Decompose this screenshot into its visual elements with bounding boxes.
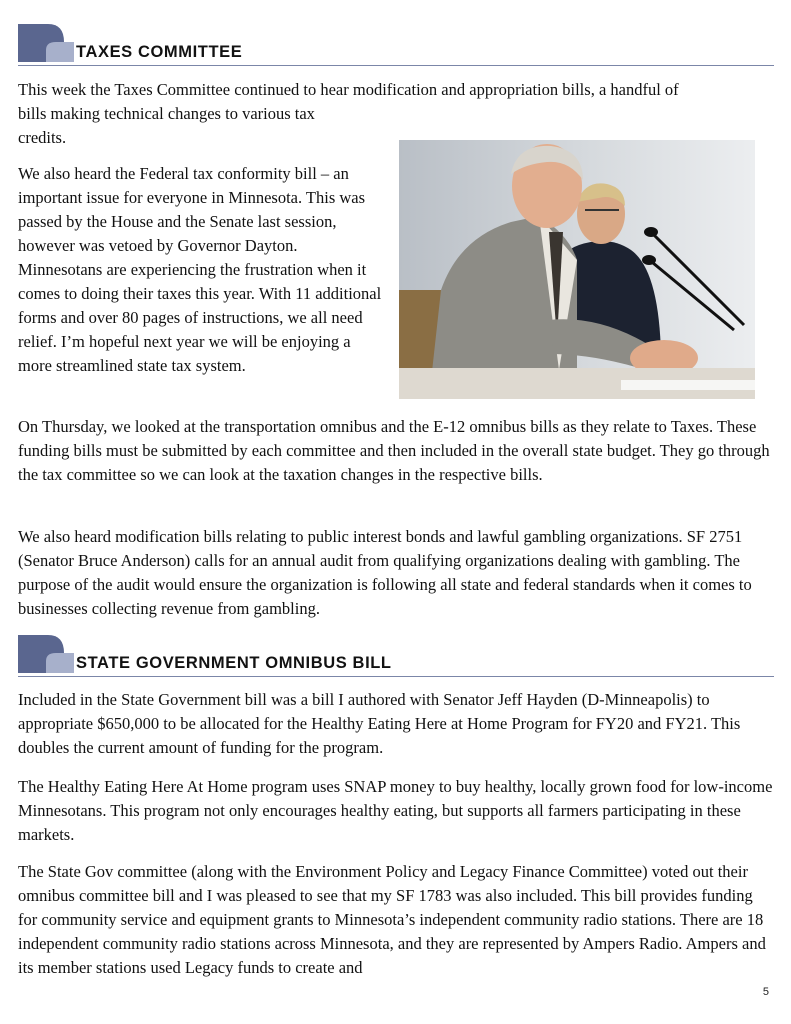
- section-divider: [18, 676, 774, 677]
- paragraph-text: The Healthy Eating Here At Home program uses SNAP money to buy healthy, locally grown food for low-income Minnesotans. This program not only encourages healthy eating, but supports all farmers participating in these markets.: [18, 777, 773, 844]
- page-number: 5: [762, 986, 769, 998]
- taxes-paragraph-4: [18, 525, 774, 621]
- text-line: This week the Taxes Committee continued to hear modification and appropriation bills, a handful of: [18, 80, 679, 99]
- state-gov-paragraph-1: [18, 688, 774, 760]
- state-gov-paragraph-2: [18, 775, 774, 847]
- text-line: bills making technical changes to various tax: [18, 104, 315, 123]
- paragraph-text: We also heard the Federal tax conformity bill – an important issue for everyone in Minnesota. This was passed by the House and the Senate last session, however was vetoed by Governor Dayton. Minnesotans are experiencing the frustration when it comes to doing their taxes this year. With 11 additional forms and over 80 pages of instructions, we all need relief. I’m hopeful next year we will be enjoying a more streamlined state tax system.: [18, 164, 382, 375]
- state-gov-paragraph-3: [18, 860, 774, 980]
- section-title: TAXES COMMITTEE: [76, 43, 243, 61]
- taxes-paragraph-3: [18, 415, 774, 487]
- section-logo-icon: [18, 633, 74, 673]
- section-logo-icon: [18, 22, 74, 62]
- text-line: credits.: [18, 128, 67, 147]
- section-header-taxes: [18, 22, 774, 66]
- paragraph-text: The State Gov committee (along with the Environment Policy and Legacy Finance Committee) voted out their omnibus committee bill and I was pleased to see that my SF 1783 was also included. This bill provides funding for community service and equipment grants to Minnesota’s independent community radio stations. There are 18 independent community radio stations across Minnesota, and they are represented by Ampers Radio. Ampers and its member stations used Legacy funds to create and: [18, 862, 766, 977]
- paragraph-text: On Thursday, we looked at the transportation omnibus and the E-12 omnibus bills as they relate to Taxes. These funding bills must be submitted by each committee and then included in the overall state budget. They go through the tax committee so we can look at the taxation changes in the respective bills.: [18, 417, 770, 484]
- section-header-state-government: [18, 633, 774, 677]
- paragraph-text: Included in the State Government bill was a bill I authored with Senator Jeff Hayden (D-Minneapolis) to appropriate $650,000 to be allocated for the Healthy Eating Here at Home Program for FY20 and FY21. This doubles the current amount of funding for the program.: [18, 690, 741, 757]
- section-divider: [18, 65, 774, 66]
- committee-photo: [399, 140, 755, 399]
- section-title: STATE GOVERNMENT OMNIBUS BILL: [76, 654, 392, 672]
- taxes-paragraph-2: [18, 162, 383, 378]
- paragraph-text: We also heard modification bills relating to public interest bonds and lawful gambling organizations. SF 2751 (Senator Bruce Anderson) calls for an annual audit from qualifying organizations dealing with gambling. The purpose of the audit would ensure the organization is following all state and federal standards when it comes to businesses collecting revenue from gambling.: [18, 527, 752, 618]
